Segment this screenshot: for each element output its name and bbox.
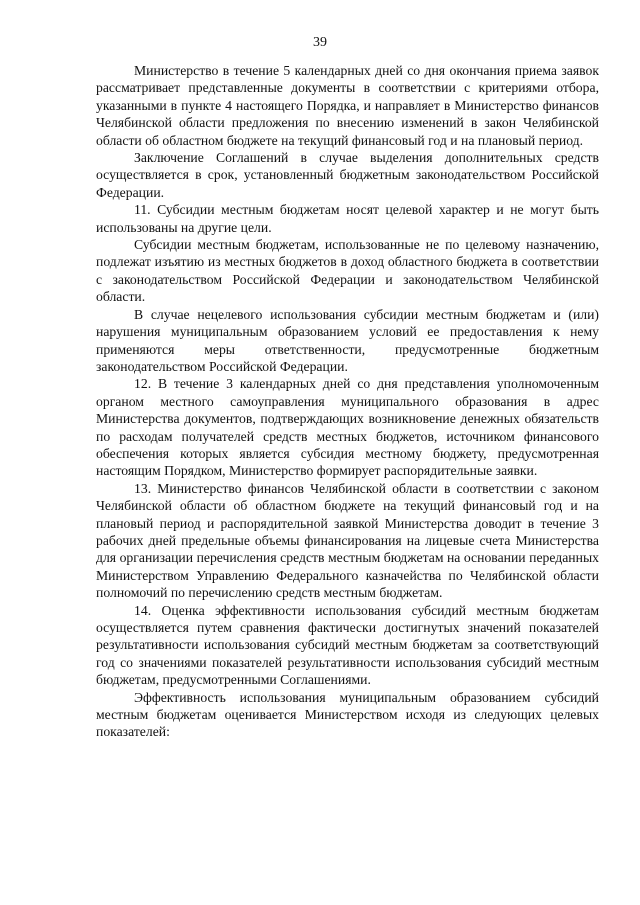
paragraph-7: 13. Министерство финансов Челябинской области в соответствии с законом Челябинской области об областном бюджете на текущий финансовый год и на плановый период и распорядительной заявкой Министерства доводит в течение 3 рабочих дней предельные объемы финансирования на лицевые счета Министерства для организации перечисления средств местным бюджетам на основании переданных Министерством Управлению Федерального казначейства по Челябинской области полномочий по перечислению средств местным бюджетам. — [96, 480, 599, 601]
document-body — [96, 62, 599, 741]
paragraph-1: Министерство в течение 5 календарных дней со дня окончания приема заявок рассматривает представленные документы в соответствии с критериями отбора, указанными в пункте 4 настоящего Порядка, и направляет в Министерство финансов Челябинской области предложения по внесению изменений в закон Челябинской области об областном бюджете на текущий финансовый год и на плановый период. — [96, 63, 599, 148]
paragraph-3: 11. Субсидии местным бюджетам носят целевой характер и не могут быть использованы на другие цели. — [96, 202, 599, 235]
page-number: 39 — [313, 35, 327, 50]
paragraph-9: Эффективность использования муниципальным образованием субсидий местным бюджетам оценивается Министерством исходя из следующих целевых показателей: — [96, 689, 599, 740]
paragraph-4: Субсидии местным бюджетам, использованные не по целевому назначению, подлежат изъятию из местных бюджетов в доход областного бюджета в соответствии с законодательством Российской Федерации и законодательством Челябинской области. — [96, 237, 599, 305]
paragraph-5: В случае нецелевого использования субсидии местным бюджетам и (или) нарушения муниципальным образованием условий ее предоставления к нему применяются меры ответственности, предусмотренные бюджетным законодательством Российской Федерации. — [96, 306, 599, 374]
paragraph-2: Заключение Соглашений в случае выделения дополнительных средств осуществляется в срок, установленный бюджетным законодательством Российской Федерации. — [96, 150, 599, 200]
paragraph-6: 12. В течение 3 календарных дней со дня представления уполномоченным органом местного самоуправления муниципального образования в адрес Министерства документов, подтверждающих возникновение денежных обязательств по расходам получателей средств местных бюджетов, источником финансового обеспечения которых является субсидия местному бюджету, предусмотренная настоящим Порядком, Министерство формирует распорядительные заявки. — [96, 376, 599, 479]
paragraph-8: 14. Оценка эффективности использования субсидий местным бюджетам осуществляется путем сравнения фактически достигнутых значений показателей результативности использования субсидий местным бюджетам за соответствующий год со значениями показателей результативности использования субсидий местным бюджетам, предусмотренными Соглашениями. — [96, 602, 599, 688]
